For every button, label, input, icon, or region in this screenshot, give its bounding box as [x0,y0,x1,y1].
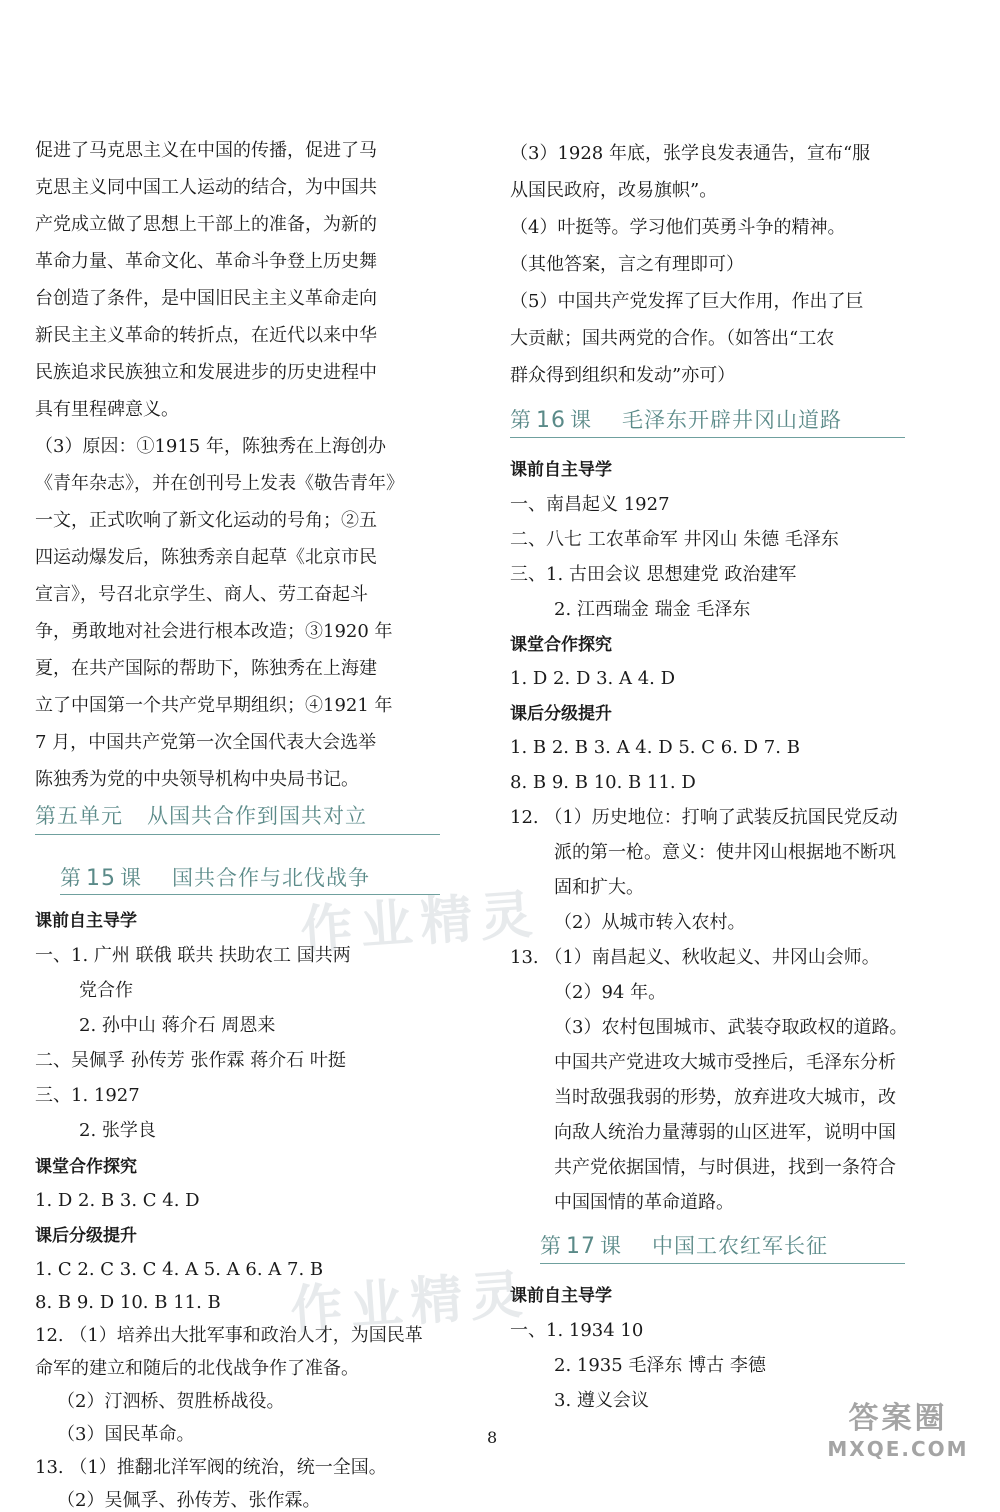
text-line: 革命力量、革命文化、革命斗争登上历史舞 [35,251,377,272]
text-line: （2）从城市转入农村。 [554,912,746,933]
watermark: 作业精灵 [298,884,543,962]
page-number: 8 [487,1428,498,1447]
text-line: 8. B 9. D 10. B 11. B [35,1292,221,1313]
text-line: 《青年杂志》，并在创刊号上发表《敬告青年》 [35,473,404,494]
text-line: 3. 遵义会议 [554,1390,649,1411]
lesson-number: 15 [86,866,116,891]
text-line: 一、1. 广州 联俄 联共 扶助农工 国共两 [35,945,351,966]
logo-text: 答案圈 [848,1401,948,1436]
text-line: 固和扩大。 [554,877,644,898]
text-line: （3）1928 年底，张学良发表通告，宣布“服 [510,143,871,164]
lesson-rule [510,437,905,438]
logo-url: MXQE.COM [827,1437,969,1461]
text-line: （5）中国共产党发挥了巨大作用，作出了巨 [510,291,864,312]
lesson-name: 中国工农红军长征 [652,1234,828,1258]
text-line: 一、1. 1934 10 [510,1320,644,1341]
lesson-name: 毛泽东开辟井冈山道路 [622,408,842,432]
text-line: 新民主主义革命的转折点，在近代以来中华 [35,325,377,346]
text-line: 7 月，中国共产党第一次全国代表大会选举 [35,732,377,753]
text-line: 1. D 2. B 3. C 4. D [35,1190,200,1211]
unit-prefix: 第五单元 [35,804,123,828]
text-line: 派的第一枪。意义：使井冈山根据地不断巩 [554,842,896,863]
text-line: （2）吴佩孚、孙传芳、张作霖。 [57,1490,321,1511]
text-line: 共产党依据国情，与时俱进，找到一条符合 [554,1157,896,1178]
lesson-suffix: 课 [120,866,142,890]
section-heading: 课前自主导学 [510,1286,612,1306]
text-line: 命军的建立和随后的北伐战争作了准备。 [35,1358,359,1379]
text-line: 群众得到组织和发动”亦可） [510,365,736,386]
text-line: 台创造了条件，是中国旧民主主义革命走向 [35,288,377,309]
text-line: 民族追求民族独立和发展进步的历史进程中 [35,362,377,383]
lesson-suffix: 课 [600,1234,622,1258]
text-line: 夏，在共产国际的帮助下，陈独秀在上海建 [35,658,377,679]
text-line: 中国国情的革命道路。 [554,1192,734,1213]
text-line: 克思主义同中国工人运动的结合，为中国共 [35,177,377,198]
section-heading: 课后分级提升 [510,704,612,724]
section-heading: 课堂合作探究 [510,635,612,655]
text-line: 1. C 2. C 3. C 4. A 5. A 6. A 7. B [35,1259,324,1280]
text-line: 四运动爆发后，陈独秀亲自起草《北京市民 [35,547,377,568]
lesson-16-title [510,404,842,434]
lesson-prefix: 第 [60,866,82,890]
section-heading: 课堂合作探究 [35,1157,137,1177]
text-line: 促进了马克思主义在中国的传播，促进了马 [35,140,377,161]
unit-name: 从国共合作到国共对立 [147,804,367,828]
text-line: 13. （1）南昌起义、秋收起义、井冈山会师。 [510,947,880,968]
text-line: 1. D 2. D 3. A 4. D [510,668,676,689]
text-line: 2. 张学良 [79,1120,156,1141]
text-line: 一、南昌起义 1927 [510,494,670,515]
text-line: （其他答案，言之有理即可） [510,254,744,275]
text-line: （3）农村包围城市、武装夺取政权的道路。 [554,1017,908,1038]
section-heading: 课前自主导学 [35,911,137,931]
lesson-number: 17 [566,1234,596,1259]
text-line: 2. 孙中山 蒋介石 周恩来 [79,1015,276,1036]
text-line: 陈独秀为党的中央领导机构中央局书记。 [35,769,359,790]
lesson-rule [540,1263,905,1264]
text-line: 二、八七 工农革命军 井冈山 朱德 毛泽东 [510,529,839,550]
text-line: （3）原因：①1915 年，陈独秀在上海创办 [35,436,386,457]
text-line: 向敌人统治力量薄弱的山区进军，说明中国 [554,1122,896,1143]
text-line: 中国共产党进攻大城市受挫后，毛泽东分析 [554,1052,896,1073]
text-line: 2. 江西瑞金 瑞金 毛泽东 [554,599,751,620]
text-line: 1. B 2. B 3. A 4. D 5. C 6. D 7. B [510,737,800,758]
watermark: 作业精灵 [288,1264,533,1342]
text-line: 具有里程碑意义。 [35,399,179,420]
section-heading: 课后分级提升 [35,1226,137,1246]
lesson-number: 16 [536,408,566,433]
lesson-name: 国共合作与北伐战争 [172,866,370,890]
text-line: （2）汀泗桥、贺胜桥战役。 [57,1391,285,1412]
lesson-prefix: 第 [510,408,532,432]
site-logo [808,1393,988,1463]
text-line: 三、1. 古田会议 思想建党 政治建军 [510,564,797,585]
text-line: （4）叶挺等。学习他们英勇斗争的精神。 [510,217,846,238]
text-line: 12. （1）培养出大批军事和政治人才，为国民革 [35,1325,423,1346]
text-line: （3）国民革命。 [57,1424,195,1445]
lesson-prefix: 第 [540,1234,562,1258]
lesson-suffix: 课 [570,408,592,432]
text-line: 一文，正式吹响了新文化运动的号角；②五 [35,510,377,531]
unit-rule [35,834,440,835]
text-line: 13. （1）推翻北洋军阀的统治，统一全国。 [35,1457,387,1478]
text-line: 12. （1）历史地位：打响了武装反抗国民党反动 [510,807,898,828]
text-line: 二、吴佩孚 孙传芳 张作霖 蒋介石 叶挺 [35,1050,346,1071]
text-line: 产党成立做了思想上干部上的准备，为新的 [35,214,377,235]
text-line: 党合作 [79,980,133,1001]
text-line: 8. B 9. B 10. B 11. D [510,772,696,793]
lesson-17-title [540,1230,828,1260]
section-heading: 课前自主导学 [510,460,612,480]
text-line: 争，勇敢地对社会进行根本改造；③1920 年 [35,621,393,642]
text-line: 从国民政府，改易旗帜”。 [510,180,718,201]
text-line: 2. 1935 毛泽东 博古 李德 [554,1355,766,1376]
text-line: 三、1. 1927 [35,1085,140,1106]
text-line: 立了中国第一个共产党早期组织；④1921 年 [35,695,393,716]
text-line: 当时敌强我弱的形势，放弃进攻大城市，改 [554,1087,896,1108]
text-line: 大贡献；国共两党的合作。（如答出“工农 [510,328,835,349]
text-line: 宣言》，号召北京学生、商人、劳工奋起斗 [35,584,368,605]
text-line: （2）94 年。 [554,982,667,1003]
unit-title [35,800,367,830]
